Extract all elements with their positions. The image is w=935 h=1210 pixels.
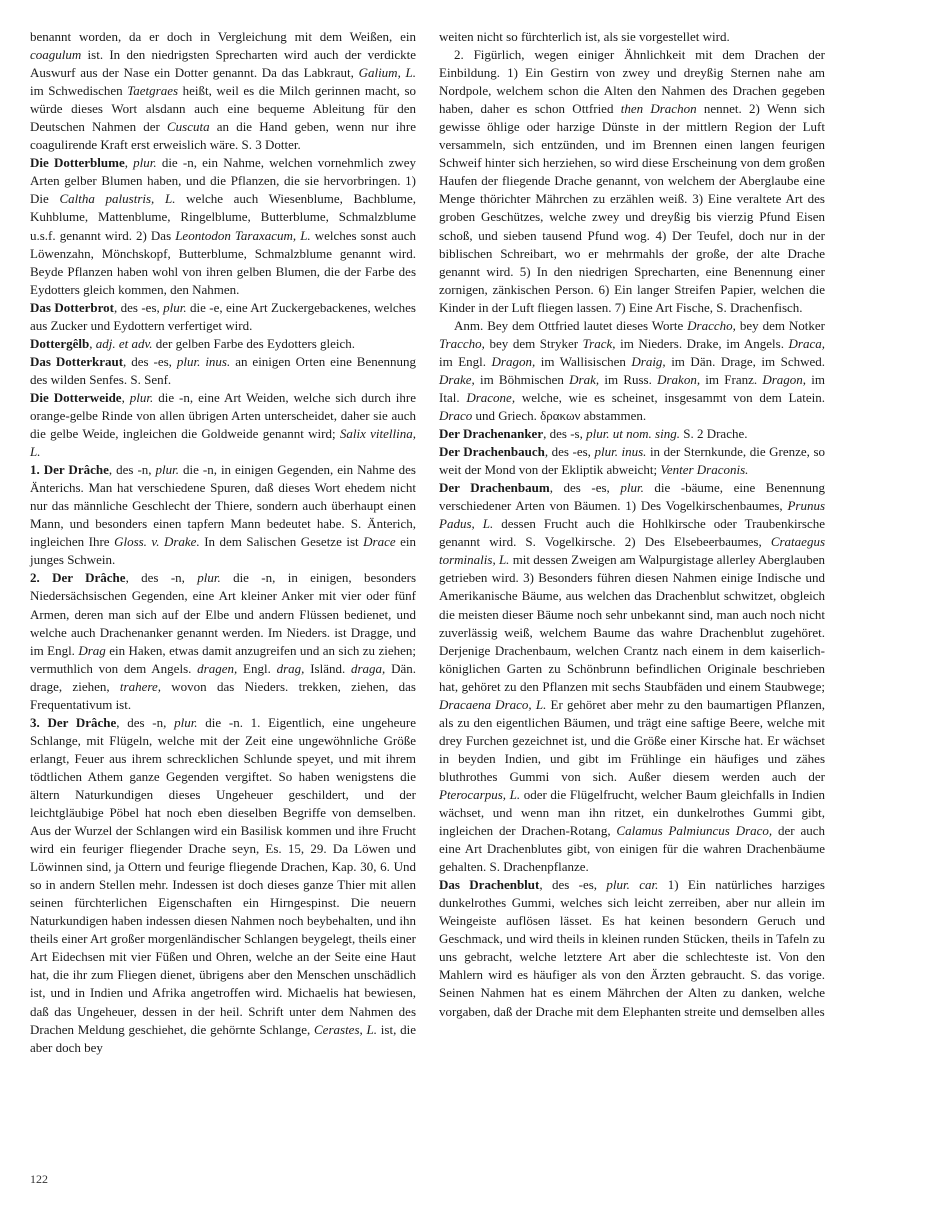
italic-term: Draco bbox=[439, 407, 473, 423]
italic-term: Crataegus torminalis, L. bbox=[439, 534, 825, 568]
entry-paragraph bbox=[30, 461, 416, 569]
italic-term: plur. ut nom. sing. bbox=[586, 426, 680, 442]
italic-term: plur. bbox=[129, 389, 154, 405]
entry-text: die -n. 1. Eigentlich, eine ungeheure Schlange, mit Flügeln, welche mit der Zeit eine ungewöhnliche Größe erlangt, Feuer aus ihrem schrecklichen Schlunde speyet, und mit ihrem tödtlichen Athem ganze Gegenden vergiftet. So haben wenigstens die ältern Naturkundigen dieses Ungeheuer geschildert, und der leichtgläubige Pöbel hat noch eben dieselben Begriffe von demselben. Aus der Wurzel der Schlangen wird ein Basilisk kommen und ihre Frucht wird ein feuriger fliegender Drache seyn, Es. 15, 29. Da Löwen und Löwinnen sind, ja Ottern und feurige fliegende Drachen, Kap. 30, 6. Und so in andern Stellen mehr. Indessen ist doch dieses ganze Thier mit allen seinen fürchterlichen Eigenschaften ein Hirngespinst. Die neuern Naturkundigen haben indessen diesen Nahmen noch beybehalten, und ihn theils einer Art großer morgenländischer Schlangen beygelegt, theils einer Art Eidechsen mit vier Füßen und Ohren, welche an der Seite eine Haut hat, die ihr zum Fliegen dienet, übrigens aber den Menschen unschädlich ist, und in Indien und Afrika angetroffen wird. Michaelis hat bewiesen, daß das Ungeheuer, dessen in der heil. Schrift unter dem Nahmen des Drachen Meldung geschiehet, die gehörnte Schlange, bbox=[30, 714, 416, 1037]
entry-paragraph bbox=[439, 876, 825, 1020]
entry-text: im Schwedischen bbox=[30, 83, 128, 99]
italic-term: dragen, bbox=[197, 660, 238, 676]
italic-term: Caltha palustris, L. bbox=[59, 191, 176, 207]
entry-text: im Nieders. Drake, im Angels. bbox=[615, 335, 789, 351]
entry-text: die -e, eine Art Zuckergebackenes, welches aus Zucker und Eydottern verfertiget wird. bbox=[30, 299, 416, 333]
italic-term: Draig, bbox=[631, 353, 666, 369]
italic-term: plur. bbox=[155, 462, 179, 478]
entry-paragraph bbox=[439, 28, 825, 46]
left-column bbox=[30, 28, 416, 1057]
italic-term: Dragon, bbox=[491, 353, 536, 369]
entry-paragraph bbox=[30, 28, 416, 154]
headword: Das Dotterkraut bbox=[30, 353, 124, 369]
entry-text: benannt worden, da er doch in Vergleichung mit dem Weißen, ein bbox=[30, 29, 416, 44]
italic-term: Galium, L. bbox=[358, 65, 416, 81]
entry-text: die -n, in einigen, besonders Niedersächsischen Gegenden, eine Art kleiner Anker mit vier oder fünf Armen, deren man sich auf der Elbe und andern Flüssen bedienet, und welche auch Drachenanker genannt werden. Im Nieders. ist Dragge, und im Engl. bbox=[30, 570, 417, 658]
italic-term: Drak, bbox=[569, 371, 600, 387]
headword: Der Drachenanker bbox=[439, 426, 544, 442]
entry-text: Engl. bbox=[237, 660, 277, 676]
headword: 2. Der Drâche bbox=[30, 570, 126, 586]
italic-term: Track, bbox=[582, 335, 616, 351]
entry-paragraph bbox=[30, 299, 416, 335]
italic-term: plur. bbox=[163, 299, 187, 315]
headword: 3. Der Drâche bbox=[30, 714, 117, 730]
entry-text: welches sonst auch Löwenzahn, Mönchskopf, Butterblume, Schmalzblume genannt wird. Beyde Pflanzen haben wohl von ihren gelben Blumen, die der Farbe des Eydotters gleich kommen, den Nahmen. bbox=[30, 227, 416, 297]
italic-term: coagulum bbox=[30, 47, 82, 63]
entry-text: im Wallisischen bbox=[535, 353, 632, 369]
italic-term: Cuscuta bbox=[166, 119, 210, 135]
entry-text: 2. Figürlich, wegen einiger Ähnlichkeit mit dem Drachen der Einbildung. 1) Ein Gestirn von zwey und dreyßig Sternen nahe am Nordpole, welchem schon die Alten den Nahmen des Drachen gegeben haben, daher es schon Ottfried bbox=[439, 47, 825, 117]
entry-text: ist. In den niedrigsten Sprecharten wird auch der verdickte Auswurf aus der Nase ein Dotter genannt. Da das Labkraut, bbox=[30, 47, 416, 81]
italic-term: then Drachon bbox=[620, 101, 697, 117]
italic-term: plur. bbox=[133, 155, 157, 171]
entry-paragraph bbox=[439, 317, 825, 425]
headword: Dottergêlb bbox=[30, 335, 90, 351]
entry-text: an die Hand geben, wenn nur ihre coagulirende Kraft erst erweislich wäre. S. 3 Dotter. bbox=[30, 119, 416, 153]
headword: 1. Der Drâche bbox=[30, 462, 109, 478]
entry-text: , des -n, bbox=[125, 570, 198, 586]
entry-text: , des -es, bbox=[539, 877, 607, 893]
entry-text: in der Sternkunde, die Grenze, so weit der Mond von der Ekliptik abweicht; bbox=[439, 444, 826, 478]
entry-text: im Dän. Drage, im Schwed. bbox=[665, 353, 825, 369]
entry-paragraph bbox=[439, 479, 825, 876]
entry-text: im Ital. bbox=[439, 371, 826, 405]
headword: Der Drachenbaum bbox=[439, 480, 550, 496]
entry-text: , bbox=[89, 335, 96, 351]
italic-term: plur. inus. bbox=[176, 353, 231, 369]
entry-paragraph bbox=[439, 46, 825, 317]
entry-text: , bbox=[121, 389, 130, 405]
headword: Das Dotterbrot bbox=[30, 299, 115, 315]
headword: Das Drachenblut bbox=[439, 877, 540, 893]
entry-text: die -n, ein Nahme, welchen vornehmlich zwey Arten gelber Blumen haben, und die Pflanzen, die sie hervorbringen. 1) Die bbox=[30, 155, 417, 207]
entry-text: bey dem Stryker bbox=[484, 335, 583, 351]
entry-text: Anm. Bey dem Ottfried lautet dieses Worte bbox=[454, 317, 688, 333]
entry-text: im Engl. bbox=[439, 353, 492, 369]
italic-term: Leontodon Taraxacum, L. bbox=[175, 227, 311, 243]
entry-text: Er gehöret aber mehr zu den baumartigen Pflanzen, als zu den eigentlichen Bäumen, und trägt eine saftige Beere, welche mit drey Furchen gezeichnet ist, und die Größe einer Kirsche hat. Er wächset in beyden Indien, und gibt im Frühlinge ein häufiges und zähes bluthrothes Gummi von sich. Außer diesem werden auch der bbox=[439, 696, 826, 784]
italic-term: Drake, bbox=[439, 371, 475, 387]
italic-term: drag, bbox=[276, 660, 305, 676]
entry-text: ein junges Schwein. bbox=[30, 534, 416, 568]
entry-paragraph bbox=[30, 389, 416, 461]
entry-text: der gelben Farbe des Eydotters gleich. bbox=[152, 335, 356, 351]
entry-text: , des -es, bbox=[549, 480, 621, 496]
entry-text: ist, die aber doch bey bbox=[30, 1021, 416, 1055]
entry-paragraph bbox=[30, 335, 416, 353]
italic-term: Taetgraes bbox=[127, 83, 179, 99]
italic-term: draga, bbox=[351, 660, 386, 676]
headword: Die Dotterblume bbox=[30, 155, 125, 171]
italic-term: Prunus Padus, L. bbox=[439, 498, 825, 532]
italic-term: Venter Draconis. bbox=[660, 462, 749, 478]
entry-text: , des -es, bbox=[123, 353, 177, 369]
italic-term: Pterocarpus, L. bbox=[439, 786, 521, 802]
headword: Die Dotterweide bbox=[30, 389, 122, 405]
entry-text: bey dem Notker bbox=[735, 317, 825, 333]
italic-term: Dragon, bbox=[762, 371, 807, 387]
entry-text: , des -s, bbox=[543, 426, 587, 442]
entry-text: im Russ. bbox=[599, 371, 658, 387]
entry-text: mit dessen Zweigen am Walpurgistage allerley Aberglauben getrieben wird. 3) Besonders führen diesen Nahmen einige Indische und Amerikanische Bäume, aus welchen das Drachenblut schwitzet, obgleich die meisten dieser Bäume noch sehr unbekannt sind, man auch noch nicht zuverlässig weiß, welchem Baume das wahre Drachenblut zugehöret. Derjenige Drachenbaum, welchen Crantz nach einem in dem kaiserlich-königlichen Garten zu Schönbrunn befindlichen Originale beschrieben hat, gehöret zu den Pflanzen mit sechs Staubfäden und einem Staubwege; bbox=[439, 552, 825, 694]
italic-term: Dracone, bbox=[466, 389, 516, 405]
entry-text: die -bäume, eine Benennung verschiedener Arten von Bäumen. 1) Des Vogelkirschenbaumes, bbox=[439, 480, 825, 514]
entry-text: an einigen Orten eine Benennung des wilden Senfes. S. Senf. bbox=[30, 353, 416, 387]
italic-term: plur. bbox=[197, 570, 221, 586]
italic-term: Draccho, bbox=[687, 317, 736, 333]
italic-term: plur. car. bbox=[606, 877, 659, 893]
italic-term: Salix vitellina, L. bbox=[30, 426, 417, 460]
entry-paragraph bbox=[30, 714, 416, 1057]
entry-text: , des -es, bbox=[544, 444, 595, 460]
right-column bbox=[439, 28, 825, 1021]
entry-text: , des -n, bbox=[108, 462, 156, 478]
italic-term: Calamus Palmiuncus Draco, bbox=[616, 823, 773, 839]
entry-text: , bbox=[124, 155, 134, 171]
italic-term: Drakon, bbox=[657, 371, 701, 387]
entry-text: oder die Flügelfrucht, welcher Baum gleichfalls in Indien wächset, und wenn man ihn ritzet, ein dunkelrothes Gummi gibt, ingleichen der Drachen-Rotang, bbox=[439, 786, 825, 839]
italic-term: Cerastes, L. bbox=[314, 1021, 378, 1037]
entry-text: S. 2 Drache. bbox=[679, 426, 748, 442]
entry-text: dessen Frucht auch die Hohlkirsche oder Traubenkirsche genannt wird. S. Vogelkirsche. 2) Des Elsebeerbaumes, bbox=[439, 516, 825, 550]
entry-text: , des -es, bbox=[114, 299, 164, 315]
italic-term: Drace bbox=[363, 534, 396, 550]
entry-text: der auch eine Art Drachenblutes gibt, von einigen für die wahren Drachenbäume gehalten. S. Drachenpflanze. bbox=[439, 823, 826, 875]
entry-text: welche, wie es scheinet, insgesammt von dem Latein. bbox=[515, 389, 825, 405]
entry-paragraph bbox=[30, 154, 416, 298]
entry-text: nennet. 2) Wenn sich gewisse öhlige oder harzige Dünste in der mittlern Region der Luft versammeln, sich entzünden, und im Brennen einen langen feurigen Schweif hinter sich herziehen, so wird diese Erscheinung von dem großen Haufen der fliegende Drache genannt, von welchem der Aberglaube eine Menge thörichter Mährchen zu erzählen weiß. 3) Eine veraltete Art des groben Geschützes, welche zwey und dreyßig bis vierzig Pfund Eisen schoß, und sieben tausend Pfund wog. 4) Der Teufel, doch nur in der biblischen Schreibart, wo er mehrmahls der große, der alte Drache genannt wird. 5) In den niedrigen Sprecharten, eine Benennung einer zornigen, zänkischen Person. 6) Ein langer Streifen Papier, welchen die Kinder in der Luft fliegen lassen. 7) Eine Art Fische, S. Drachenfisch. bbox=[439, 101, 826, 315]
italic-term: trahere, bbox=[119, 678, 161, 694]
entry-text: wovon das Nieders. trekken, ziehen, das Frequentativum ist. bbox=[30, 678, 416, 712]
entry-text: heißt, weil es die Milch gerinnen macht, so würde dieses Wort alsdann auch eine bequeme Ableitung für den Deutschen Nahmen der bbox=[30, 83, 417, 135]
entry-text: und Griech. δρακων abstammen. bbox=[472, 407, 647, 423]
italic-term: plur. inus. bbox=[594, 444, 647, 460]
page-number: 122 bbox=[30, 1172, 48, 1186]
italic-term: plur. bbox=[620, 480, 644, 496]
entry-text: Isländ. bbox=[304, 660, 351, 676]
entry-text: In dem Salischen Gesetze ist bbox=[199, 534, 364, 550]
italic-term: Draca, bbox=[788, 335, 825, 351]
entry-text: die -n, in einigen Gegenden, ein Nahme des Änterichs. Man hat verschiedene Spuren, daß dieses Wort ehedem nicht nur das männliche Geschlecht der Thiere, sondern auch überhaupt einen Mann, und besonders einen tapfern Mann bedeutet habe. S. Änterich, ingleichen Ihre bbox=[30, 462, 416, 550]
entry-paragraph bbox=[30, 353, 416, 389]
entry-text: die -n, eine Art Weiden, welche sich durch ihre orange-gelbe Rinde von allen übrigen Arten unterscheidet, daher sie auch die gelbe Weide, ingleichen die Goldweide genannt wird; bbox=[30, 389, 416, 442]
entry-paragraph bbox=[439, 443, 825, 479]
entry-text: im Böhmischen bbox=[474, 371, 570, 387]
entry-text: weiten nicht so fürchterlich ist, als sie vorgestellet wird. bbox=[439, 29, 730, 44]
italic-term: Dracaena Draco, L. bbox=[439, 696, 547, 712]
italic-term: Traccho, bbox=[439, 335, 485, 351]
entry-paragraph bbox=[30, 569, 416, 713]
entry-text: 1) Ein natürliches harziges dunkelrothes Gummi, welches sich leicht zerreiben, aber nur allein im Weingeiste auflösen lässet. Es hat keinen besondern Geruch und Geschmack, und wird theils in kleinen runden Stücken, theils in Tafeln zu uns gebracht, welche letztere Art aber die schlechteste ist. Von den Mahlern wird es häufiger als von den Ärzten gebraucht. S. das vorige. Seinen Nahmen hat es einem Mährchen der Alten zu danken, welche vorgaben, daß der Drache mit dem Elephanten streite und demselben alles bbox=[439, 877, 825, 1019]
headword: Der Drachenbauch bbox=[439, 444, 545, 460]
italic-term: Drag bbox=[78, 642, 106, 658]
italic-term: adj. et adv. bbox=[95, 335, 153, 351]
entry-text: , des -n, bbox=[116, 714, 175, 730]
italic-term: Gloss. v. Drake. bbox=[114, 534, 200, 550]
italic-term: plur. bbox=[174, 714, 198, 730]
entry-text: welche auch Wiesenblume, Bachblume, Kuhblume, Mattenblume, Ringelblume, Butterblume, Schmalzblume u.s.f. genannt wird. 2) Das bbox=[30, 191, 416, 243]
entry-text: Dän. drage, ziehen, bbox=[30, 660, 416, 694]
entry-text: im Franz. bbox=[700, 371, 763, 387]
entry-paragraph bbox=[439, 425, 825, 443]
entry-text: ein Haken, etwas damit anzugreifen und an sich zu ziehen; vermuthlich von dem Angels. bbox=[30, 642, 416, 676]
